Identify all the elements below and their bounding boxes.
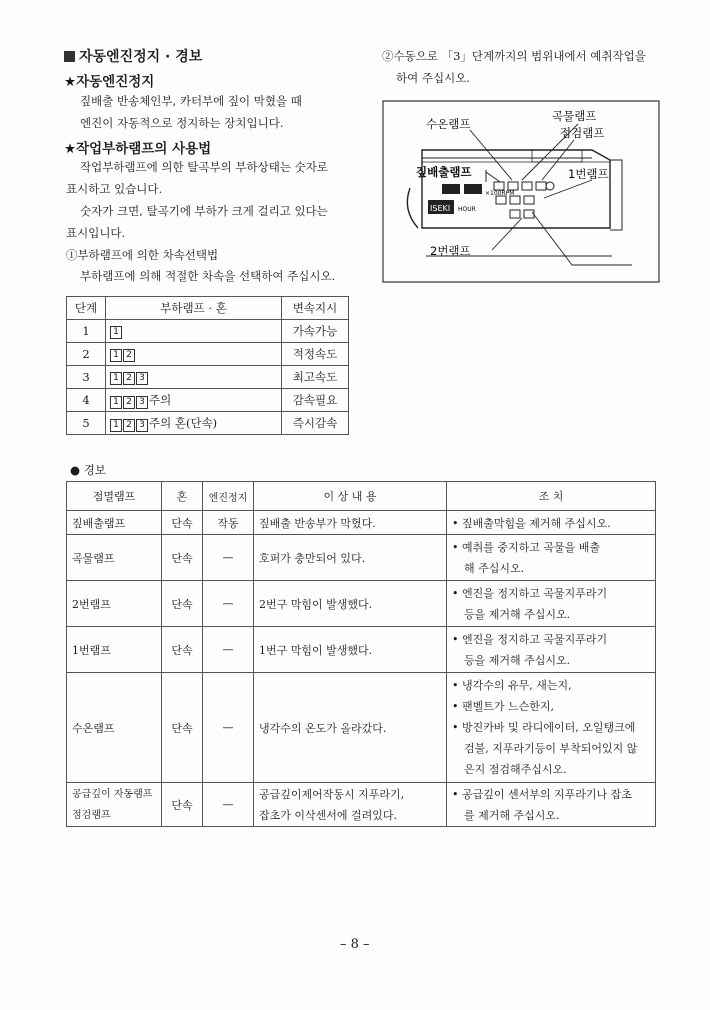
horn-cell: 단속	[162, 783, 203, 827]
lamp-cell: 1번램프	[67, 627, 162, 673]
step-cell: 5	[67, 412, 106, 435]
square-bullet-icon	[64, 51, 75, 62]
action-line: 은지 점검해주십시오.	[464, 763, 567, 776]
step1-text: 부하램프에 의해 적절한 차속을 선택하여 주십시오.	[80, 269, 336, 283]
sub2-title: ★작업부하램프의 사용법	[64, 141, 212, 157]
step-cell: 4	[67, 389, 106, 412]
alarm-title: ● 경보	[70, 463, 106, 477]
issue-cell: 2번구 막힘이 발생했다.	[254, 581, 447, 627]
lamp-cell	[67, 783, 162, 827]
stop-cell: —	[203, 535, 254, 581]
lamp1-label: 1번램프	[568, 167, 609, 181]
lamp-cell: 수온램프	[67, 673, 162, 783]
stop-cell: 작동	[203, 511, 254, 535]
lamp-box: 3	[136, 396, 148, 409]
load-lamp-table	[66, 296, 349, 435]
lamp-box: 1	[110, 372, 122, 385]
header-horn: 혼	[162, 482, 203, 511]
table-row	[67, 366, 349, 389]
rpm-text: ×100RPM	[485, 190, 515, 197]
lamp-box: 1	[110, 419, 122, 432]
alarm-header-row	[67, 482, 656, 511]
lamp2-label: 2번램프	[430, 244, 471, 258]
lamp-line: 점검램프	[72, 809, 111, 821]
table-row	[67, 673, 656, 783]
issue-cell: 냉각수의 온도가 올라갔다.	[254, 673, 447, 783]
action-line: 를 제거해 주십시오.	[464, 808, 560, 822]
issue-line: 잡초가 이삭센서에 걸려있다.	[259, 808, 398, 822]
stop-cell: —	[203, 673, 254, 783]
table-row	[67, 581, 656, 627]
lamp-cell	[106, 389, 282, 412]
table-header-row	[67, 297, 349, 320]
horn-cell: 단속	[162, 581, 203, 627]
action-line: 등을 제거해 주십시오.	[464, 653, 571, 667]
table-row	[67, 389, 349, 412]
header-engine-stop: 엔진정지	[203, 482, 254, 511]
instrument-panel-diagram	[382, 100, 660, 283]
issue-cell	[254, 783, 447, 827]
lamp-box: 1	[110, 349, 122, 362]
table-row	[67, 343, 349, 366]
action-cell: • 짚배출막힘을 제거해 주십시오.	[447, 511, 656, 535]
action-cell	[447, 673, 656, 783]
header-lamp: 부하램프 · 혼	[106, 297, 282, 320]
action-line: • 엔진을 정지하고 곡물지푸라기	[452, 632, 608, 646]
action-line: • 팬벨트가 느슨한지,	[452, 700, 554, 713]
lamp-cell	[106, 366, 282, 389]
table-row	[67, 412, 349, 435]
grain-lamp-label: 곡물램프	[552, 109, 597, 123]
action-line: • 방진카바 및 라디에이터, 오일탱크에	[452, 721, 636, 734]
horn-cell: 단속	[162, 627, 203, 673]
header-instruction: 변속지시	[282, 297, 349, 320]
instruction-cell: 적정속도	[282, 343, 349, 366]
lamp-box: 1	[110, 326, 122, 339]
action-cell	[447, 581, 656, 627]
instruction-cell: 가속가능	[282, 320, 349, 343]
table-row	[67, 783, 656, 827]
action-line: 검불, 지푸라기등이 부착되어있지 않	[464, 742, 638, 755]
water-lamp-label: 수온램프	[426, 117, 471, 131]
instruction-cell: 즉시감속	[282, 412, 349, 435]
issue-cell: 짚배출 반송부가 막혔다.	[254, 511, 447, 535]
table-row	[67, 535, 656, 581]
lamp-box: 1	[110, 396, 122, 409]
lamp-suffix: 주의 혼(단속)	[149, 415, 218, 430]
lamp-box: 2	[123, 419, 135, 432]
lamp-suffix: 주의	[149, 392, 172, 407]
header-step: 단계	[67, 297, 106, 320]
step-cell: 2	[67, 343, 106, 366]
sub1-line-1: 짚배출 반송체인부, 카터부에 짚이 막혔을 때	[80, 94, 302, 108]
issue-cell: 호퍼가 충만되어 있다.	[254, 535, 447, 581]
stop-cell: —	[203, 783, 254, 827]
action-cell	[447, 627, 656, 673]
action-line: 해 주십시오.	[464, 561, 525, 575]
instruction-cell: 최고속도	[282, 366, 349, 389]
horn-cell: 단속	[162, 673, 203, 783]
hour-text: HOUR	[458, 206, 476, 213]
step-cell: 1	[67, 320, 106, 343]
lamp-box: 2	[123, 372, 135, 385]
sub2-line-4: 표시입니다.	[66, 226, 126, 240]
straw-lamp-label: 짚배출램프	[416, 165, 472, 179]
horn-cell: 단속	[162, 535, 203, 581]
header-lamp: 점멸램프	[67, 482, 162, 511]
right-line-2: 하여 주십시오.	[396, 71, 470, 85]
lamp-cell	[106, 343, 282, 366]
lamp-cell	[106, 412, 282, 435]
brand-logo: ISEKI	[430, 204, 451, 213]
issue-line: 공급깊이제어작동시 지푸라기,	[259, 787, 405, 801]
stop-cell: —	[203, 581, 254, 627]
sub2-line-3: 숫자가 크면, 탈곡기에 부하가 크게 걸리고 있다는	[80, 204, 328, 218]
table-row	[67, 627, 656, 673]
action-line: • 공급깊이 센서부의 지푸라기나 잡초	[452, 787, 632, 801]
page-number: – 8 –	[340, 937, 370, 952]
step-cell: 3	[67, 366, 106, 389]
lamp-cell: 2번램프	[67, 581, 162, 627]
horn-cell: 단속	[162, 511, 203, 535]
lamp-line: 공급깊이 자동램프	[72, 788, 153, 800]
instruction-cell: 감속필요	[282, 389, 349, 412]
action-line: • 예취를 중지하고 곡물을 배출	[452, 540, 600, 554]
lamp-box: 2	[123, 396, 135, 409]
right-line-1: ②수동으로 「3」단계까지의 범위내에서 예취작업을	[382, 49, 646, 63]
sub2-line-1: 작업부하램프에 의한 탈곡부의 부하상태는 숫자로	[80, 160, 328, 174]
action-line: 등을 제거해 주십시오.	[464, 607, 571, 621]
header-action: 조 치	[447, 482, 656, 511]
action-cell	[447, 535, 656, 581]
action-line: • 냉각수의 유무, 새는지,	[452, 679, 572, 692]
sub1-line-2: 엔진이 자동적으로 정지하는 장치입니다.	[80, 116, 284, 130]
stop-cell: —	[203, 627, 254, 673]
lamp-cell	[106, 320, 282, 343]
lamp-cell: 짚배출램프	[67, 511, 162, 535]
alarm-table	[66, 481, 656, 827]
section-title: 자동엔진정지 · 경보	[64, 46, 202, 66]
table-row	[67, 320, 349, 343]
action-line: • 엔진을 정지하고 곡물지푸라기	[452, 586, 608, 600]
lamp-box: 3	[136, 372, 148, 385]
lamp-box: 3	[136, 419, 148, 432]
check-lamp-label: 점검램프	[560, 126, 605, 140]
lamp-box: 2	[123, 349, 135, 362]
lamp-cell: 곡물램프	[67, 535, 162, 581]
sub1-title: ★자동엔진정지	[64, 74, 155, 90]
issue-cell: 1번구 막힘이 발생했다.	[254, 627, 447, 673]
header-issue: 이 상 내 용	[254, 482, 447, 511]
step1-title: ①부하램프에 의한 차속선택법	[66, 248, 219, 262]
table-row	[67, 511, 656, 535]
action-cell	[447, 783, 656, 827]
sub2-line-2: 표시하고 있습니다.	[66, 182, 163, 196]
